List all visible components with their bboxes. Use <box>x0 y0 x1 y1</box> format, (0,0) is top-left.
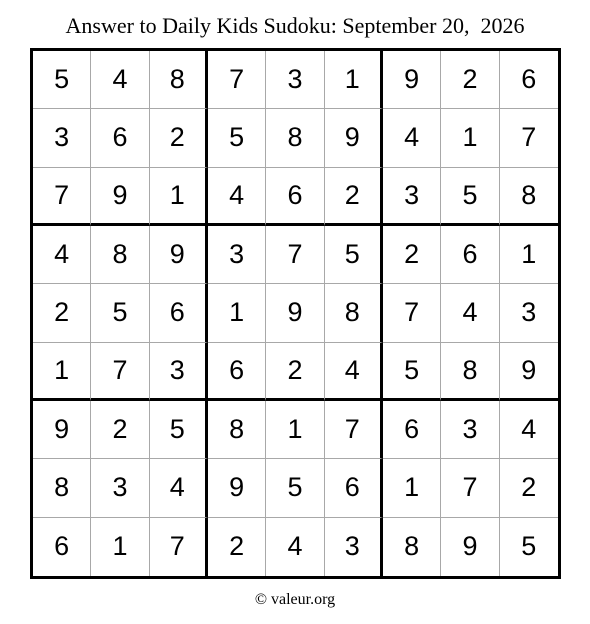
sudoku-cell: 7 <box>500 109 558 167</box>
sudoku-cell: 2 <box>91 401 149 459</box>
copyright-footer: © valeur.org <box>254 591 336 608</box>
sudoku-cell: 5 <box>208 109 266 167</box>
sudoku-cell: 2 <box>150 109 208 167</box>
sudoku-cell: 5 <box>521 531 537 562</box>
sudoku-cell: 4 <box>383 109 441 167</box>
sudoku-cell: 3 <box>208 226 266 284</box>
sudoku-cell: 3 <box>33 109 91 167</box>
sudoku-cell: 1 <box>33 343 91 401</box>
sudoku-cell: 3 <box>383 168 441 226</box>
sudoku-cell: 9 <box>33 401 91 459</box>
sudoku-cell: 2 <box>325 168 383 226</box>
sudoku-cell: 6 <box>91 109 149 167</box>
sudoku-cell: 7 <box>325 401 383 459</box>
sudoku-cell: 8 <box>91 226 149 284</box>
sudoku-cell: 5 <box>150 401 208 459</box>
sudoku-cell: 8 <box>325 284 383 342</box>
sudoku-cell: 2 <box>33 284 91 342</box>
sudoku-cell: 2 <box>266 343 324 401</box>
sudoku-cell: 4 <box>150 459 208 517</box>
sudoku-cell: 6 <box>325 459 383 517</box>
sudoku-cell: 5 <box>91 284 149 342</box>
sudoku-cell: 3 <box>500 284 558 342</box>
sudoku-cell: 5 <box>266 459 324 517</box>
sudoku-cell: 8 <box>500 168 558 226</box>
sudoku-cell: 4 <box>500 401 558 459</box>
sudoku-cell: 5 <box>33 51 91 109</box>
sudoku-cell: 7 <box>441 459 499 517</box>
sudoku-cell: 6 <box>266 168 324 226</box>
sudoku-cell: 1 <box>383 459 441 517</box>
sudoku-cell: 9 <box>266 284 324 342</box>
sudoku-cell: 9 <box>383 51 441 109</box>
sudoku-cell: 6 <box>150 284 208 342</box>
sudoku-cell: 1 <box>266 401 324 459</box>
sudoku-cell: 9 <box>208 459 266 517</box>
sudoku-cell: 8 <box>383 518 441 576</box>
sudoku-cell: 7 <box>33 168 91 226</box>
sudoku-cell: 9 <box>325 109 383 167</box>
sudoku-cell: 7 <box>91 343 149 401</box>
sudoku-board <box>30 48 561 579</box>
sudoku-cell: 2 <box>441 51 499 109</box>
sudoku-cell: 3 <box>150 343 208 401</box>
sudoku-cell: 3 <box>266 51 324 109</box>
sudoku-cell: 7 <box>383 284 441 342</box>
sudoku-cell: 8 <box>33 459 91 517</box>
sudoku-cell: 8 <box>208 401 266 459</box>
sudoku-cell: 2 <box>208 518 266 576</box>
sudoku-cell: 9 <box>150 226 208 284</box>
sudoku-cell: 1 <box>325 51 383 109</box>
sudoku-cell: 3 <box>441 401 499 459</box>
sudoku-cell: 7 <box>150 518 208 576</box>
sudoku-cell: 4 <box>208 168 266 226</box>
sudoku-cell: 8 <box>150 51 208 109</box>
sudoku-cell: 3 <box>91 459 149 517</box>
sudoku-cell: 1 <box>150 168 208 226</box>
sudoku-cell: 6 <box>33 518 91 576</box>
sudoku-cell: 1 <box>500 226 558 284</box>
sudoku-cell: 9 <box>91 168 149 226</box>
sudoku-cell: 6 <box>441 226 499 284</box>
sudoku-cell: 5 <box>383 343 441 401</box>
sudoku-cell: 4 <box>91 51 149 109</box>
sudoku-cell: 1 <box>441 109 499 167</box>
sudoku-cell: 3 <box>325 518 383 576</box>
sudoku-cell: 4 <box>33 226 91 284</box>
sudoku-cell: 4 <box>325 343 383 401</box>
sudoku-cell: 2 <box>500 459 558 517</box>
sudoku-cell: 8 <box>441 343 499 401</box>
sudoku-cell: 1 <box>208 284 266 342</box>
sudoku-cell: 5 <box>325 226 383 284</box>
sudoku-cell: 2 <box>383 226 441 284</box>
sudoku-cell: 9 <box>441 518 499 576</box>
sudoku-cell: 7 <box>208 51 266 109</box>
sudoku-cell: 1 <box>91 518 149 576</box>
sudoku-cell: 6 <box>208 343 266 401</box>
sudoku-cell: 8 <box>266 109 324 167</box>
sudoku-cell: 9 <box>500 343 558 401</box>
sudoku-cell: 6 <box>500 51 558 109</box>
sudoku-cell: 6 <box>383 401 441 459</box>
sudoku-cell: 4 <box>266 518 324 576</box>
sudoku-cell: 5 <box>441 168 499 226</box>
sudoku-cell: 4 <box>441 284 499 342</box>
sudoku-cell: 7 <box>266 226 324 284</box>
page-title: Answer to Daily Kids Sudoku: September 20, 2026 <box>65 13 525 38</box>
